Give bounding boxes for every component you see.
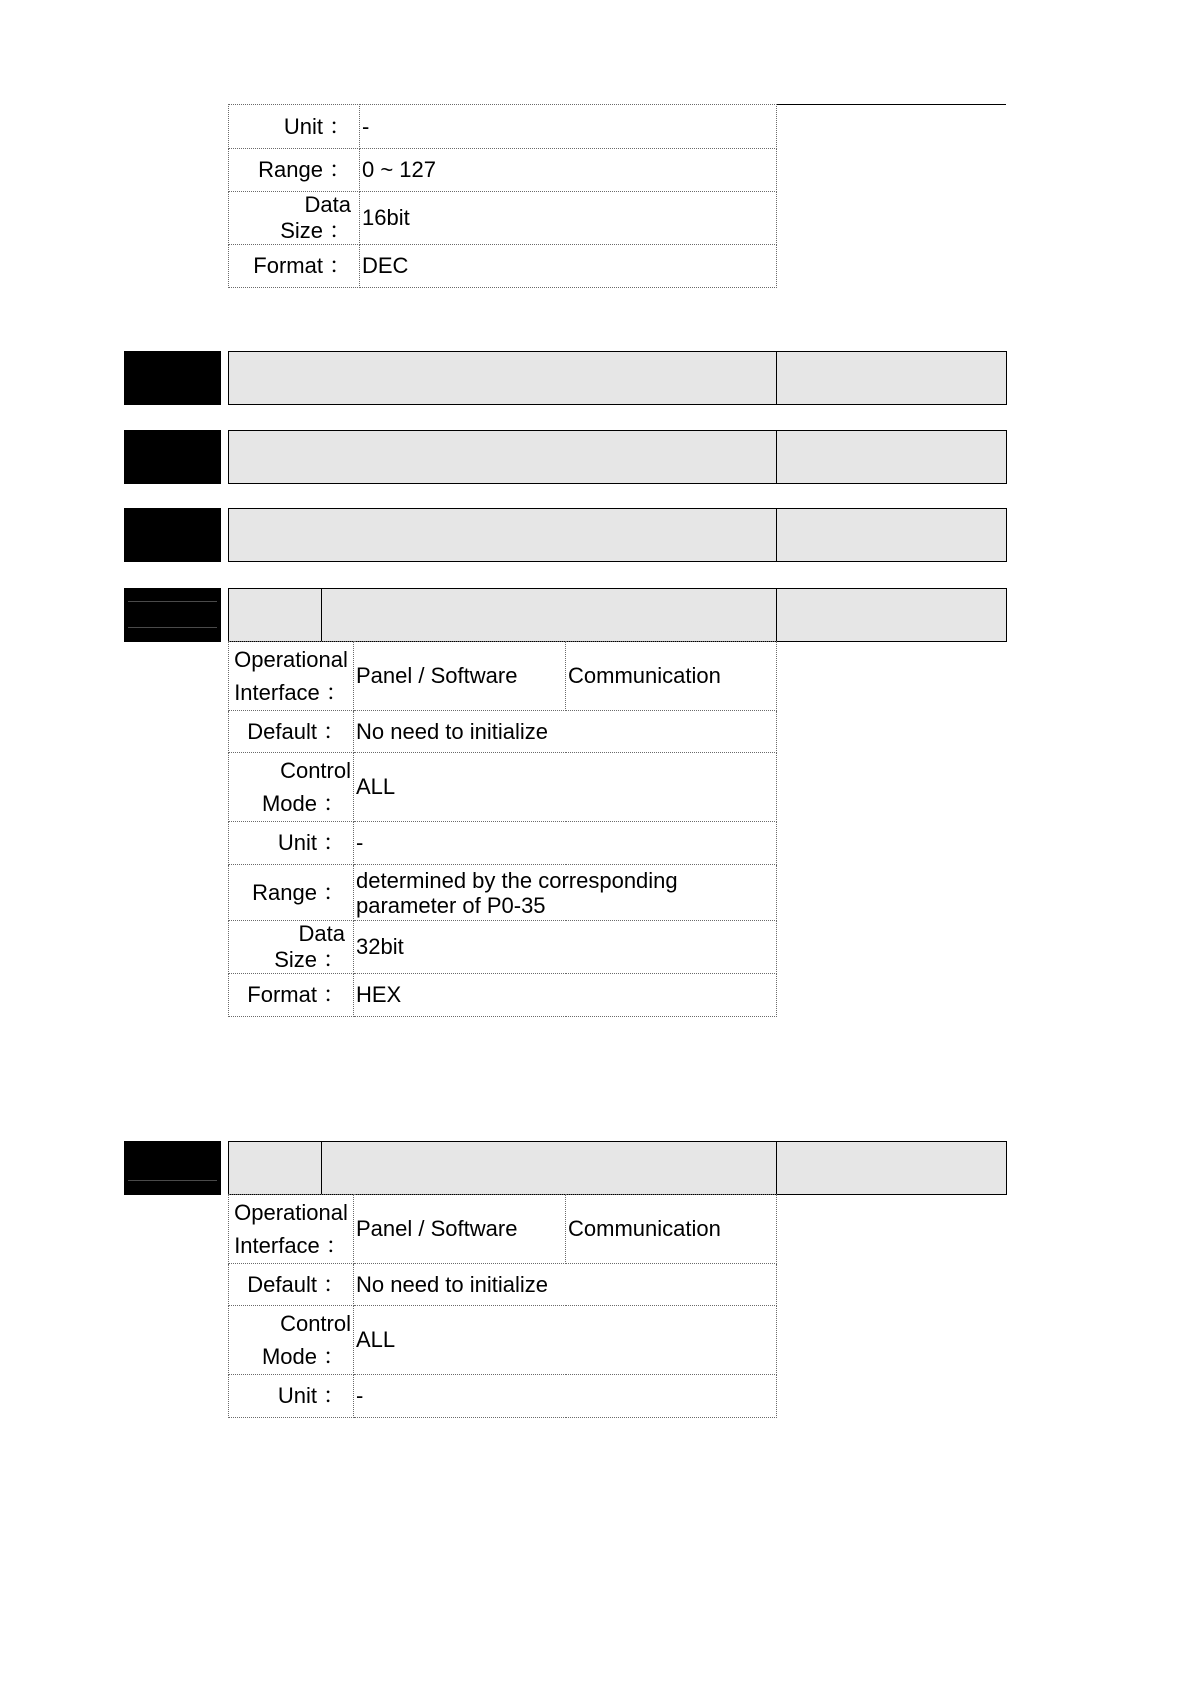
default-label: Default ： (229, 1264, 354, 1306)
default-label: Default ： (229, 711, 354, 753)
parameter-name-cell (228, 430, 777, 484)
top-rule (776, 104, 1006, 105)
unit-value: - (354, 1375, 777, 1418)
table-row (229, 822, 777, 865)
parameter-abbr-cell (228, 588, 322, 642)
control-mode-value: ALL (354, 753, 777, 822)
op-panel-software: Panel / Software (354, 642, 566, 711)
parameter-header-2 (124, 430, 1007, 484)
code-divider-line (128, 1180, 217, 1181)
table-row (229, 105, 777, 149)
parameter-code-block (124, 588, 221, 642)
parameter-header-1 (124, 351, 1007, 405)
table-row (229, 1195, 777, 1264)
parameter-address-cell (776, 508, 1007, 562)
table-row (229, 149, 777, 192)
unit-label: Unit ： (229, 105, 360, 149)
code-divider-line (128, 601, 217, 602)
parameter-header-5 (124, 1141, 1007, 1195)
op-communication: Communication (566, 1195, 777, 1264)
table-row (229, 1306, 777, 1375)
parameter-header-4 (124, 588, 1007, 642)
table-row (229, 1375, 777, 1418)
control-mode-value: ALL (354, 1306, 777, 1375)
unit-value: - (360, 105, 777, 149)
operational-interface-label: Operational Interface ： (229, 1195, 354, 1264)
data-size-label: Data Size ： (229, 921, 354, 974)
operational-interface-label: Operational Interface ： (229, 642, 354, 711)
format-label: Format ： (229, 245, 360, 288)
parameter-address-cell (776, 588, 1007, 642)
default-value: No need to initialize (354, 1264, 777, 1306)
table-row (229, 974, 777, 1017)
parameter-name-cell (321, 1141, 777, 1195)
data-size-label: Data Size ： (229, 192, 360, 245)
range-value: 0 ~ 127 (360, 149, 777, 192)
table-row (229, 921, 777, 974)
format-value: DEC (360, 245, 777, 288)
unit-label: Unit ： (229, 1375, 354, 1418)
spec-table-bottom (228, 1194, 777, 1418)
data-size-value: 32bit (354, 921, 777, 974)
parameter-name-cell (321, 588, 777, 642)
table-row (229, 192, 777, 245)
parameter-code-block (124, 430, 221, 484)
spec-table-top (228, 104, 777, 288)
range-value: determined by the corresponding parameter of P0-35 (354, 865, 777, 921)
format-label: Format ： (229, 974, 354, 1017)
op-panel-software: Panel / Software (354, 1195, 566, 1264)
range-label: Range ： (229, 865, 354, 921)
parameter-code-block (124, 508, 221, 562)
parameter-name-cell (228, 351, 777, 405)
parameter-address-cell (776, 351, 1007, 405)
control-mode-label: Control Mode ： (229, 1306, 354, 1375)
parameter-abbr-cell (228, 1141, 322, 1195)
parameter-address-cell (776, 1141, 1007, 1195)
control-mode-label: Control Mode ： (229, 753, 354, 822)
parameter-address-cell (776, 430, 1007, 484)
data-size-value: 16bit (360, 192, 777, 245)
table-row (229, 245, 777, 288)
table-row (229, 711, 777, 753)
unit-value: - (354, 822, 777, 865)
parameter-code-block (124, 1141, 221, 1195)
unit-label: Unit ： (229, 822, 354, 865)
parameter-name-cell (228, 508, 777, 562)
default-value: No need to initialize (354, 711, 777, 753)
code-divider-line (128, 627, 217, 628)
spec-table-middle (228, 641, 777, 1017)
table-row (229, 1264, 777, 1306)
range-label: Range ： (229, 149, 360, 192)
format-value: HEX (354, 974, 777, 1017)
table-row (229, 642, 777, 711)
table-row (229, 753, 777, 822)
parameter-code-block (124, 351, 221, 405)
table-row (229, 865, 777, 921)
op-communication: Communication (566, 642, 777, 711)
parameter-header-3 (124, 508, 1007, 562)
